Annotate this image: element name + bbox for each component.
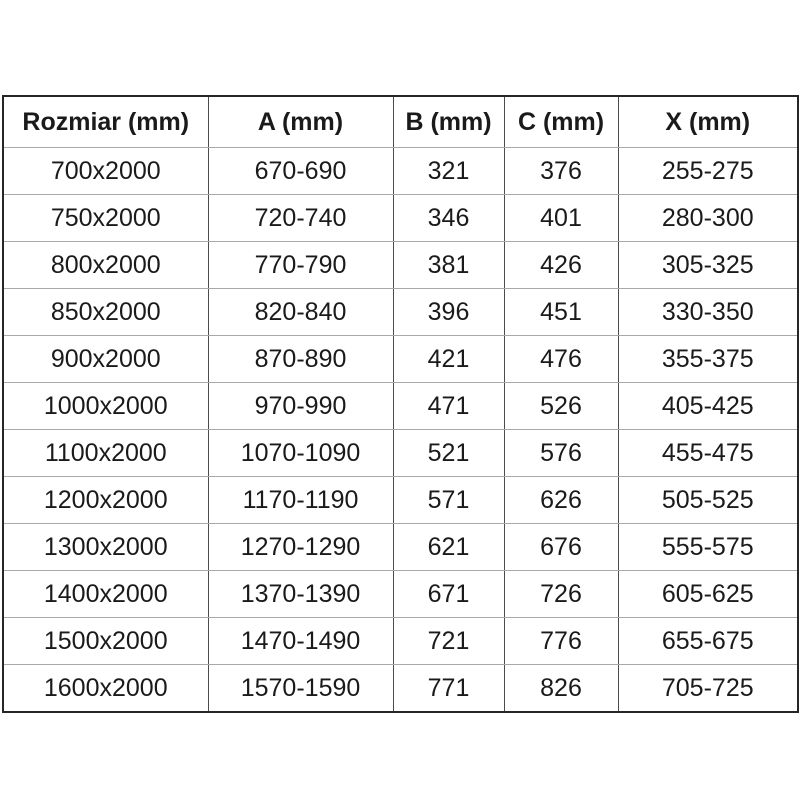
table-cell: 426 bbox=[504, 242, 618, 289]
table-cell: 621 bbox=[393, 524, 504, 571]
table-cell: 355-375 bbox=[618, 336, 798, 383]
table-cell: 705-725 bbox=[618, 665, 798, 713]
table-row bbox=[3, 242, 798, 289]
table-cell: 330-350 bbox=[618, 289, 798, 336]
table-cell: 451 bbox=[504, 289, 618, 336]
table-cell: 471 bbox=[393, 383, 504, 430]
table-cell: 455-475 bbox=[618, 430, 798, 477]
table-cell: 726 bbox=[504, 571, 618, 618]
header-cell: Rozmiar (mm) bbox=[3, 96, 208, 148]
table-cell: 850x2000 bbox=[3, 289, 208, 336]
table-cell: 655-675 bbox=[618, 618, 798, 665]
table-cell: 670-690 bbox=[208, 148, 393, 195]
header-cell: C (mm) bbox=[504, 96, 618, 148]
table-cell: 1370-1390 bbox=[208, 571, 393, 618]
table-row bbox=[3, 430, 798, 477]
table-cell: 405-425 bbox=[618, 383, 798, 430]
header-cell: B (mm) bbox=[393, 96, 504, 148]
table-cell: 970-990 bbox=[208, 383, 393, 430]
table-cell: 401 bbox=[504, 195, 618, 242]
table-cell: 521 bbox=[393, 430, 504, 477]
table-cell: 721 bbox=[393, 618, 504, 665]
table-cell: 800x2000 bbox=[3, 242, 208, 289]
table-cell: 676 bbox=[504, 524, 618, 571]
table-cell: 900x2000 bbox=[3, 336, 208, 383]
table-body bbox=[3, 148, 798, 713]
table-cell: 1100x2000 bbox=[3, 430, 208, 477]
table-cell: 750x2000 bbox=[3, 195, 208, 242]
table-cell: 376 bbox=[504, 148, 618, 195]
table-cell: 555-575 bbox=[618, 524, 798, 571]
table-cell: 505-525 bbox=[618, 477, 798, 524]
table-cell: 280-300 bbox=[618, 195, 798, 242]
table-cell: 1470-1490 bbox=[208, 618, 393, 665]
table-row bbox=[3, 524, 798, 571]
header-row bbox=[3, 96, 798, 148]
table-cell: 396 bbox=[393, 289, 504, 336]
table-cell: 826 bbox=[504, 665, 618, 713]
table-cell: 700x2000 bbox=[3, 148, 208, 195]
table-row bbox=[3, 336, 798, 383]
table-cell: 476 bbox=[504, 336, 618, 383]
table-cell: 776 bbox=[504, 618, 618, 665]
table-cell: 1400x2000 bbox=[3, 571, 208, 618]
table-row bbox=[3, 618, 798, 665]
table-row bbox=[3, 289, 798, 336]
table-cell: 526 bbox=[504, 383, 618, 430]
header-cell: X (mm) bbox=[618, 96, 798, 148]
table-cell: 770-790 bbox=[208, 242, 393, 289]
table-row bbox=[3, 148, 798, 195]
table-cell: 305-325 bbox=[618, 242, 798, 289]
table-cell: 381 bbox=[393, 242, 504, 289]
table-cell: 626 bbox=[504, 477, 618, 524]
dimensions-table bbox=[2, 95, 799, 713]
table-row bbox=[3, 383, 798, 430]
table-row bbox=[3, 195, 798, 242]
table-cell: 346 bbox=[393, 195, 504, 242]
table-cell: 1300x2000 bbox=[3, 524, 208, 571]
table-cell: 671 bbox=[393, 571, 504, 618]
table-cell: 720-740 bbox=[208, 195, 393, 242]
table-cell: 1070-1090 bbox=[208, 430, 393, 477]
table-cell: 255-275 bbox=[618, 148, 798, 195]
table-cell: 1500x2000 bbox=[3, 618, 208, 665]
table-row bbox=[3, 571, 798, 618]
table-cell: 771 bbox=[393, 665, 504, 713]
table-cell: 571 bbox=[393, 477, 504, 524]
table-row bbox=[3, 665, 798, 713]
table-cell: 1170-1190 bbox=[208, 477, 393, 524]
header-cell: A (mm) bbox=[208, 96, 393, 148]
table-cell: 820-840 bbox=[208, 289, 393, 336]
table-cell: 1000x2000 bbox=[3, 383, 208, 430]
table-cell: 605-625 bbox=[618, 571, 798, 618]
table-row bbox=[3, 477, 798, 524]
table-cell: 870-890 bbox=[208, 336, 393, 383]
table-cell: 1200x2000 bbox=[3, 477, 208, 524]
table-cell: 1570-1590 bbox=[208, 665, 393, 713]
table-cell: 576 bbox=[504, 430, 618, 477]
table-cell: 1270-1290 bbox=[208, 524, 393, 571]
table-cell: 1600x2000 bbox=[3, 665, 208, 713]
table-cell: 421 bbox=[393, 336, 504, 383]
table-cell: 321 bbox=[393, 148, 504, 195]
